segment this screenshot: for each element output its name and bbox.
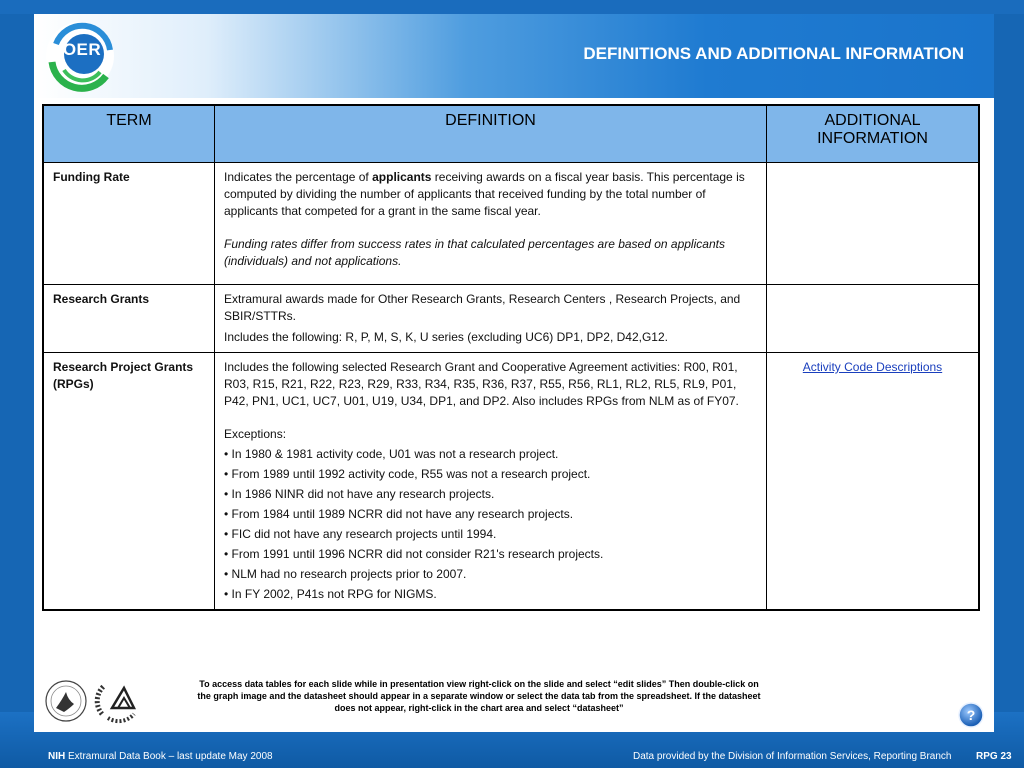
exception-bullet: • In 1980 & 1981 activity code, U01 was not a research project. [224,447,559,461]
term-cell: Funding Rate [43,163,215,285]
hhs-seal-icon [44,678,88,724]
additional-cell [767,163,980,285]
exceptions-label: Exceptions: [224,427,287,441]
page-title: DEFINITIONS AND ADDITIONAL INFORMATION [583,44,964,63]
column-header-definition: DEFINITION [215,105,767,163]
column-header-term: TERM [43,105,215,163]
datasheet-instructions: To access data tables for each slide while in presentation view right-click on the slide and select “edit slides” Then double-click on the graph image and the datasheet should appear in a separate window or select the data tab from the spreadsheet. If the datasheet does not appear, right-click in the chart area and select “datasheet” [197,679,761,713]
exception-bullet: • In FY 2002, P41s not RPG for NIGMS. [224,587,437,601]
frame-top-bar [0,0,1024,14]
exception-bullet: • From 1991 until 1996 NCRR did not consider R21's research projects. [224,547,604,561]
definition-text [224,169,757,220]
definition-text: Extramural awards made for Other Research Grants, Research Centers , Research Projects, and SBIR/STTRs. [224,292,741,323]
activity-code-descriptions-link[interactable]: Activity Code Descriptions [802,360,943,374]
page-number: RPG 23 [976,751,1012,762]
slide [34,14,994,732]
definition-cell [215,163,767,285]
exception-bullet: • In 1986 NINR did not have any research projects. [224,487,495,501]
definition-text-post: receiving awards on a fiscal year basis. This percentage is computed by dividing the number of applicants that received funding by the total number of applicants that competed for a grant in the same fiscal year. [224,170,745,218]
footer-left [48,751,273,762]
definition-text: Includes the following selected Research Grant and Cooperative Agreement activities: R00, R01, R03, R15, R21, R22, R23, R29, R33, R34, R35, R36, R37, R55, R56, RL1, RL2, RL5, RL9, P01, P42, PN1, UC1, UC7, U01, U19, U34, DP1, and DP2. Also includes RPGs from NLM as of FY07. [224,360,739,408]
definition-cell [215,285,767,353]
definition-text-bold: applicants [372,170,432,184]
definition-includes: Includes the following: R, P, M, S, K, U series (excluding UC6) DP1, DP2, D42,G12. [224,330,668,344]
column-header-additional: ADDITIONAL INFORMATION [767,105,980,163]
exception-bullet: • From 1989 until 1992 activity code, R55 was not a research project. [224,467,591,481]
table-row [43,285,979,353]
question-mark-icon[interactable] [958,702,984,728]
definition-cell [215,353,767,611]
definition-text-pre: Indicates the percentage of [224,170,373,184]
additional-cell [767,285,980,353]
nih-seal-icon [94,674,140,724]
exception-bullet: • FIC did not have any research projects until 1994. [224,527,497,541]
logo-text: OER [62,40,102,59]
term-cell: Research Project Grants (RPGs) [43,353,215,611]
additional-cell [767,353,980,611]
table-header-row [43,105,979,163]
definition-italic-note: Funding rates differ from success rates in that calculated percentages are based on applicants (individuals) and not applications. [224,237,725,268]
term-cell: Research Grants [43,285,215,353]
exception-bullet: • NLM had no research projects prior to 2007. [224,567,467,581]
footer-right: Data provided by the Division of Information Services, Reporting Branch [633,751,952,762]
slide-header [34,14,994,98]
svg-text:?: ? [966,707,976,723]
footer-nih: NIH [48,751,66,762]
table-row [43,353,979,611]
exception-bullet: • From 1984 until 1989 NCRR did not have any research projects. [224,507,574,521]
table-row [43,163,979,285]
footer-left-text: Extramural Data Book – last update May 2008 [65,751,273,762]
definitions-table [42,104,980,611]
